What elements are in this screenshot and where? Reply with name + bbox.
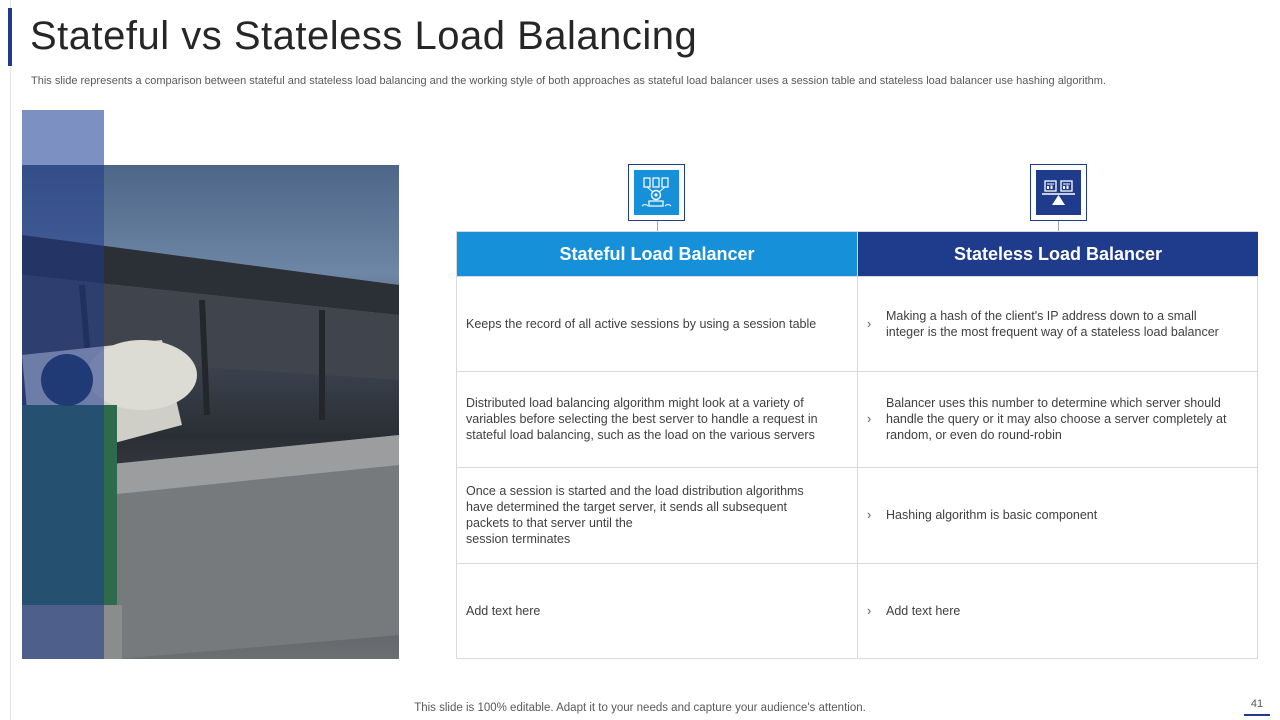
stateful-cell-text: Keeps the record of all active sessions by using a session table — [466, 317, 817, 331]
stateless-cell-text: Hashing algorithm is basic component — [886, 508, 1098, 522]
stateless-icon-frame — [1030, 164, 1087, 221]
table-row — [457, 276, 1257, 371]
stateless-cell-text: Making a hash of the client's IP address down to a small integer is the most frequent way of a stateless load balancer — [886, 309, 1219, 339]
table-row — [457, 371, 1257, 466]
stateful-cell — [466, 277, 848, 371]
stateless-cell — [867, 468, 1252, 562]
stateless-cell — [867, 372, 1252, 466]
stateless-placeholder-text[interactable]: Add text here — [886, 604, 961, 618]
worker-photo — [22, 165, 399, 659]
bullet-icon: › — [867, 317, 872, 331]
stateless-cell-text: Balancer uses this number to determine which server should handle the query or it may also choose a server completely at random, or even do round-robin — [886, 396, 1227, 442]
bullet-icon: › — [867, 508, 872, 522]
stateful-cell-text: Distributed load balancing algorithm might look at a variety of variables before selecting the best server to handle a request in stateful load balancing, such as the load on the various servers — [466, 396, 818, 442]
page-number: 41 — [1250, 698, 1264, 710]
bullet-icon: › — [867, 604, 872, 618]
table-row — [457, 563, 1257, 658]
server-network-icon — [634, 170, 679, 215]
stateful-header: Stateful Load Balancer — [457, 232, 857, 276]
stateless-header: Stateless Load Balancer — [858, 232, 1258, 276]
stateful-icon-frame — [628, 164, 685, 221]
stateful-cell — [466, 468, 848, 562]
stateful-cell — [466, 372, 848, 466]
table-row — [457, 467, 1257, 562]
photo-color-overlay — [22, 165, 104, 659]
comparison-table — [456, 231, 1258, 659]
bullet-icon: › — [867, 412, 872, 426]
balance-scale-icon — [1036, 170, 1081, 215]
title-accent-bar — [8, 8, 12, 66]
stateful-cell-text: Once a session is started and the load distribution algorithms have determined the target server, it sends all subsequent packets to that server until the session terminates — [466, 484, 804, 546]
stateless-cell — [867, 277, 1252, 371]
slide-footer: This slide is 100% editable. Adapt it to your needs and capture your audience's attention. — [414, 702, 866, 714]
stateful-cell[interactable] — [466, 564, 848, 658]
stateless-cell[interactable] — [867, 564, 1252, 658]
slide-left-border — [10, 0, 11, 720]
page-number-underline — [1244, 714, 1270, 716]
stateful-placeholder-text[interactable]: Add text here — [466, 604, 541, 618]
slide-title: Stateful vs Stateless Load Balancing — [30, 14, 698, 58]
photo-accent-block — [22, 110, 104, 166]
slide-subtitle: This slide represents a comparison between stateful and stateless load balancing and the working style of both approaches as stateful load balancer uses a session table and stateless load balancer use hashing algorithm. — [31, 75, 1106, 87]
